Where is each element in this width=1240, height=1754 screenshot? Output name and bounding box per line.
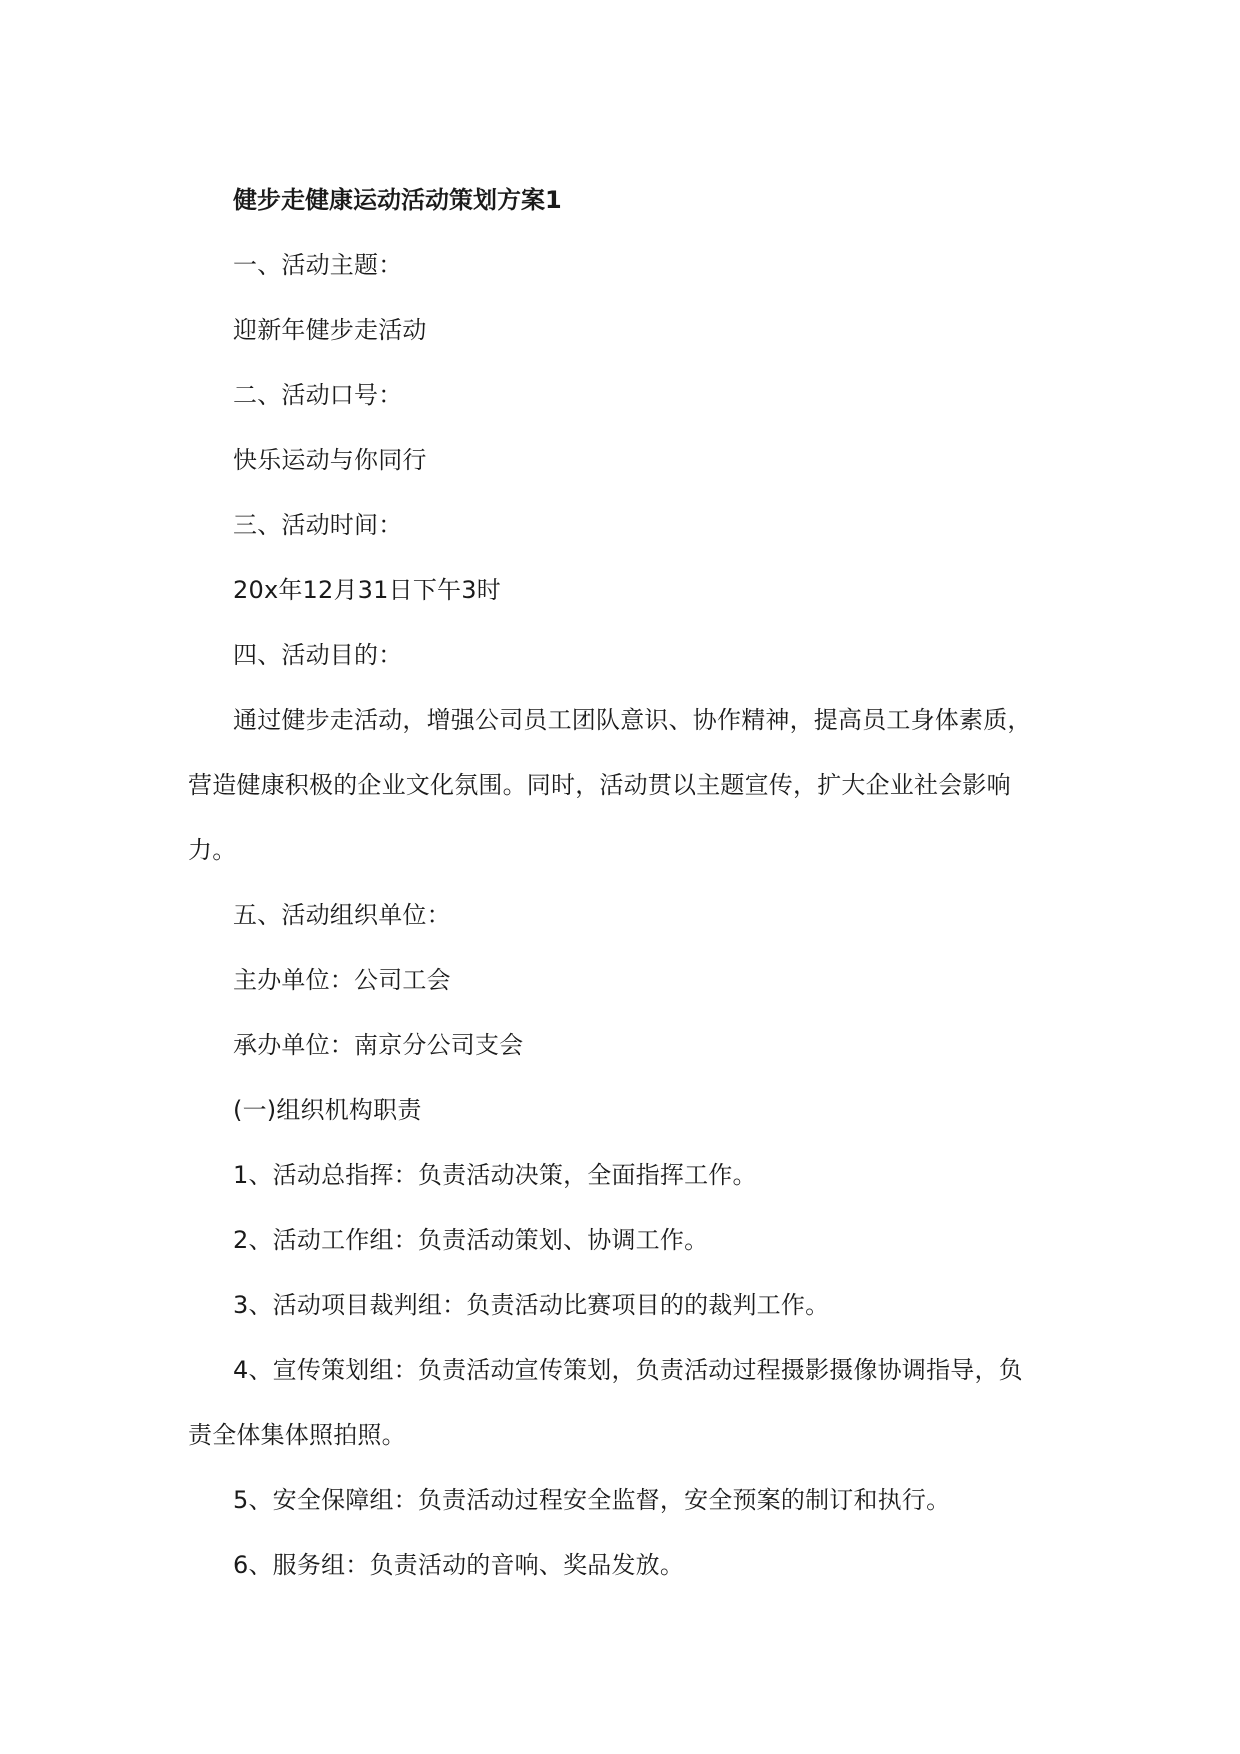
organizer-unit: 承办单位：南京分公司支会 [233, 1031, 524, 1059]
slogan-text: 快乐运动与你同行 [233, 446, 427, 474]
section-heading-purpose: 四、活动目的： [233, 641, 403, 669]
purpose-text: 通过健步走活动，增强公司员工团队意识、协作精神，提高员工身体素质，营造健康积极的企业文化氛围。同时，活动贯以主题宣传，扩大企业社会影响力。 [188, 706, 1032, 864]
duty-item: 4、宣传策划组：负责活动宣传策划，负责活动过程摄影摄像协调指导，负责全体集体照拍照。 [188, 1356, 1023, 1449]
duty-item: 2、活动工作组：负责活动策划、协调工作。 [233, 1226, 709, 1254]
section-heading-theme: 一、活动主题： [233, 251, 403, 279]
theme-text: 迎新年健步走活动 [233, 316, 427, 344]
document-body [188, 168, 1040, 1598]
section-heading-slogan: 二、活动口号： [233, 381, 403, 409]
host-unit: 主办单位：公司工会 [233, 966, 451, 994]
section-heading-organizers: 五、活动组织单位： [233, 901, 451, 929]
subsection-heading-duties: (一)组织机构职责 [233, 1096, 422, 1124]
duty-item: 5、安全保障组：负责活动过程安全监督，安全预案的制订和执行。 [233, 1486, 951, 1514]
time-text: 20x年12月31日下午3时 [233, 576, 501, 604]
document-title: 健步走健康运动活动策划方案1 [233, 186, 562, 214]
duty-item: 1、活动总指挥：负责活动决策，全面指挥工作。 [233, 1161, 757, 1189]
duty-item: 3、活动项目裁判组：负责活动比赛项目的的裁判工作。 [233, 1291, 830, 1319]
duty-item: 6、服务组：负责活动的音响、奖品发放。 [233, 1551, 685, 1579]
section-heading-time: 三、活动时间： [233, 511, 403, 539]
